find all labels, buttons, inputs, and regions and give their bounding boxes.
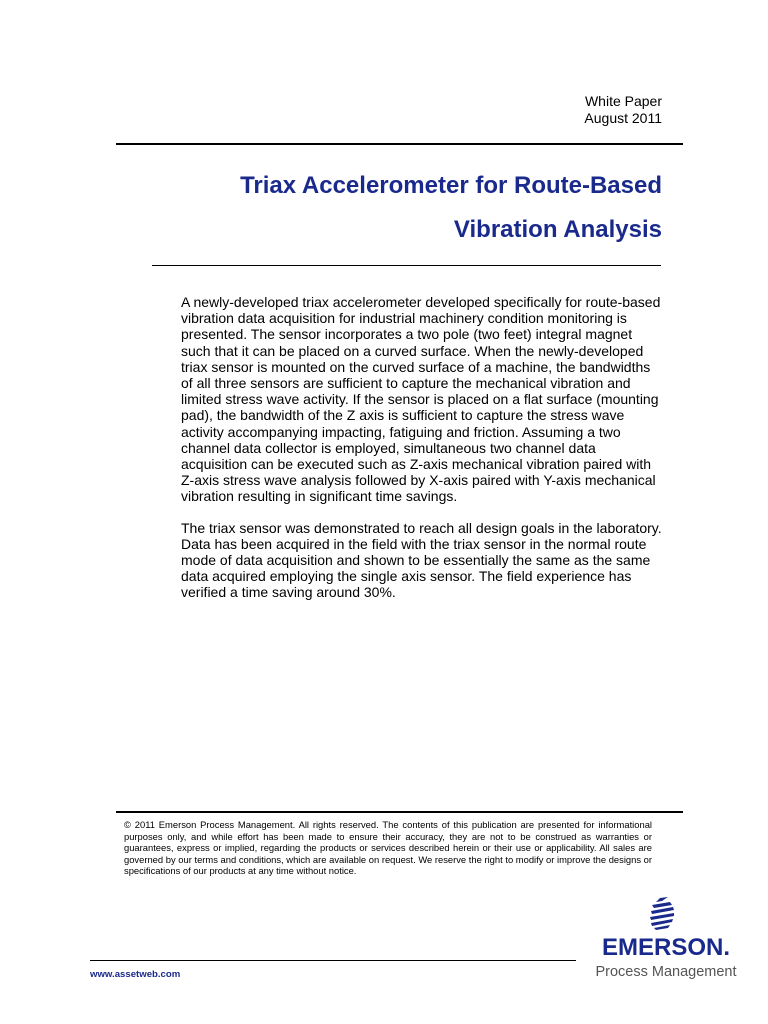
title-divider [152, 265, 661, 266]
title-line-2: Vibration Analysis [453, 216, 662, 243]
title-line-1: Triax Accelerometer for Route-Based [240, 172, 662, 199]
copyright-notice: © 2011 Emerson Process Management. All rights reserved. The contents of this publication are presented for informational purposes only, and while effort has been made to ensure their accuracy, they are not to be construed as warranties or guarantees, express or implied, regarding the products or services described herein or their use or applicability. All sales are governed by our terms and conditions, which are available on request. We reserve the right to modify or improve the designs or specifications of our products at any time without notice. [124, 819, 652, 877]
doc-date: August 2011 [584, 110, 662, 126]
logo-subtitle: Process Management [595, 964, 737, 980]
doc-type: White Paper [584, 93, 662, 109]
url-divider [90, 960, 576, 961]
footer-divider [116, 811, 683, 813]
emerson-mark-icon [646, 896, 678, 934]
logo-wordmark: EMERSON. [601, 934, 730, 961]
abstract-paragraph-2: The triax sensor was demonstrated to reach all design goals in the laboratory. Data has been acquired in the field with the triax sensor in the normal route mode of data acquisition and shown to be essentially the same as the same data acquired employing the single axis sensor. The field experience has verified a time saving around 30%. [181, 519, 662, 601]
header-meta [584, 93, 662, 127]
top-divider [116, 143, 683, 145]
emerson-logo [586, 896, 746, 990]
website-link[interactable]: www.assetweb.com [90, 969, 181, 980]
abstract [181, 294, 663, 616]
page-title [240, 164, 662, 252]
abstract-paragraph-1: A newly-developed triax accelerometer developed specifically for route-based vibration data acquisition for industrial machinery condition monitoring is presented. The sensor incorporates a two pole (two feet) integral magnet such that it can be placed on a curved surface. When the newly-developed triax sensor is mounted on the curved surface of a machine, the bandwidths of all three sensors are sufficient to capture the mechanical vibration and limited stress wave activity. If the sensor is placed on a flat surface (mounting pad), the bandwidth of the Z axis is sufficient to capture the stress wave activity accompanying impacting, fatiguing and friction. Assuming a two channel data collector is employed, simultaneous two channel data acquisition can be executed such as Z-axis mechanical vibration paired with Z-axis stress wave analysis followed by X-axis paired with Y-axis mechanical vibration resulting in significant time savings. [181, 294, 661, 505]
